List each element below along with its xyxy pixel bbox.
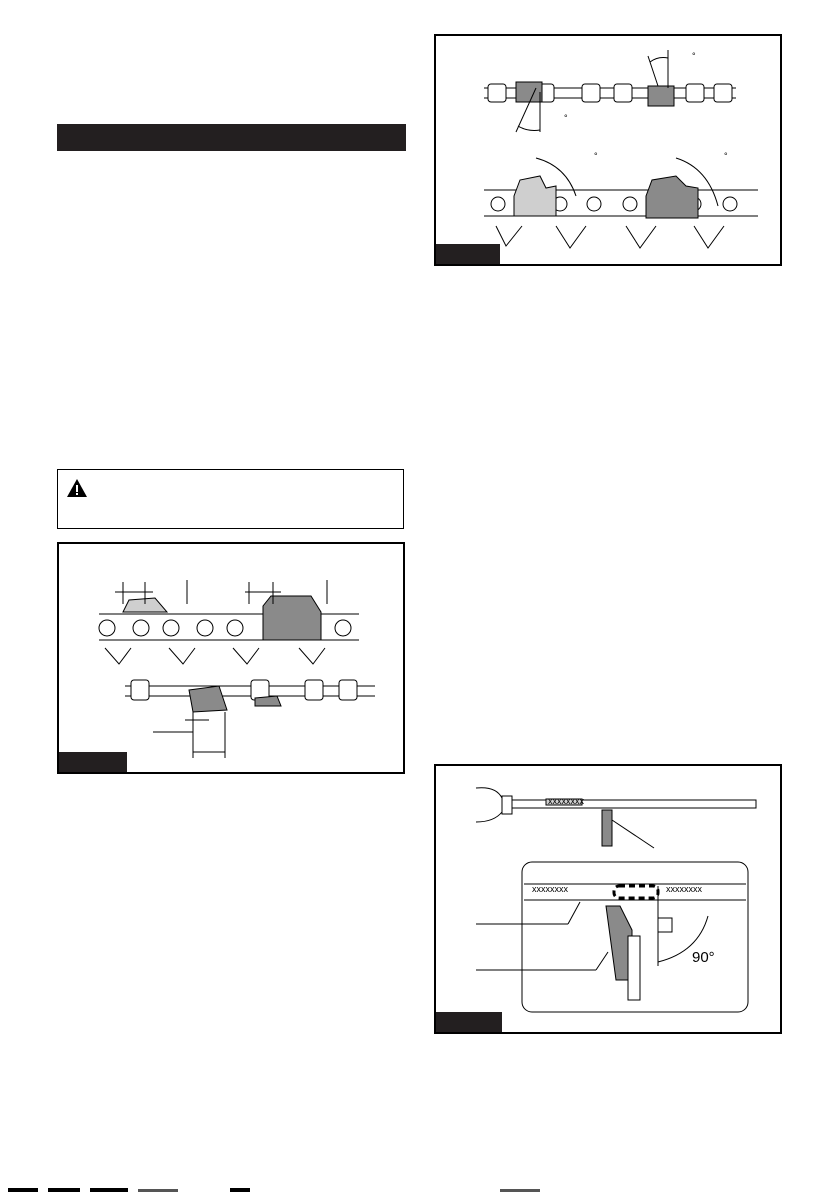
degree-mark: ° (594, 151, 598, 161)
svg-text:xxxxxxxx: xxxxxxxx (548, 796, 584, 806)
angle-label: 90° (692, 949, 715, 966)
figure-file-angle (434, 764, 782, 1034)
warning-box (57, 469, 404, 529)
figure-number-tab (59, 752, 127, 772)
degree-mark: ° (692, 51, 696, 61)
figure-chain-depth (57, 542, 405, 774)
file-holder-diagram (436, 766, 784, 1036)
svg-text:xxxxxxxx: xxxxxxxx (666, 884, 702, 894)
chain-depth-diagram (59, 544, 407, 776)
svg-text:xxxxxxxx: xxxxxxxx (532, 884, 568, 894)
figure-chain-angles (434, 34, 782, 266)
cropped-text-strip (0, 1187, 840, 1192)
chain-angle-diagram (436, 36, 784, 268)
figure-number-tab (436, 244, 500, 264)
degree-mark: ° (564, 113, 568, 123)
warning-triangle-icon (66, 478, 88, 498)
degree-mark: ° (724, 151, 728, 161)
figure-number-tab (436, 1012, 502, 1032)
section-heading-bar (57, 124, 406, 151)
